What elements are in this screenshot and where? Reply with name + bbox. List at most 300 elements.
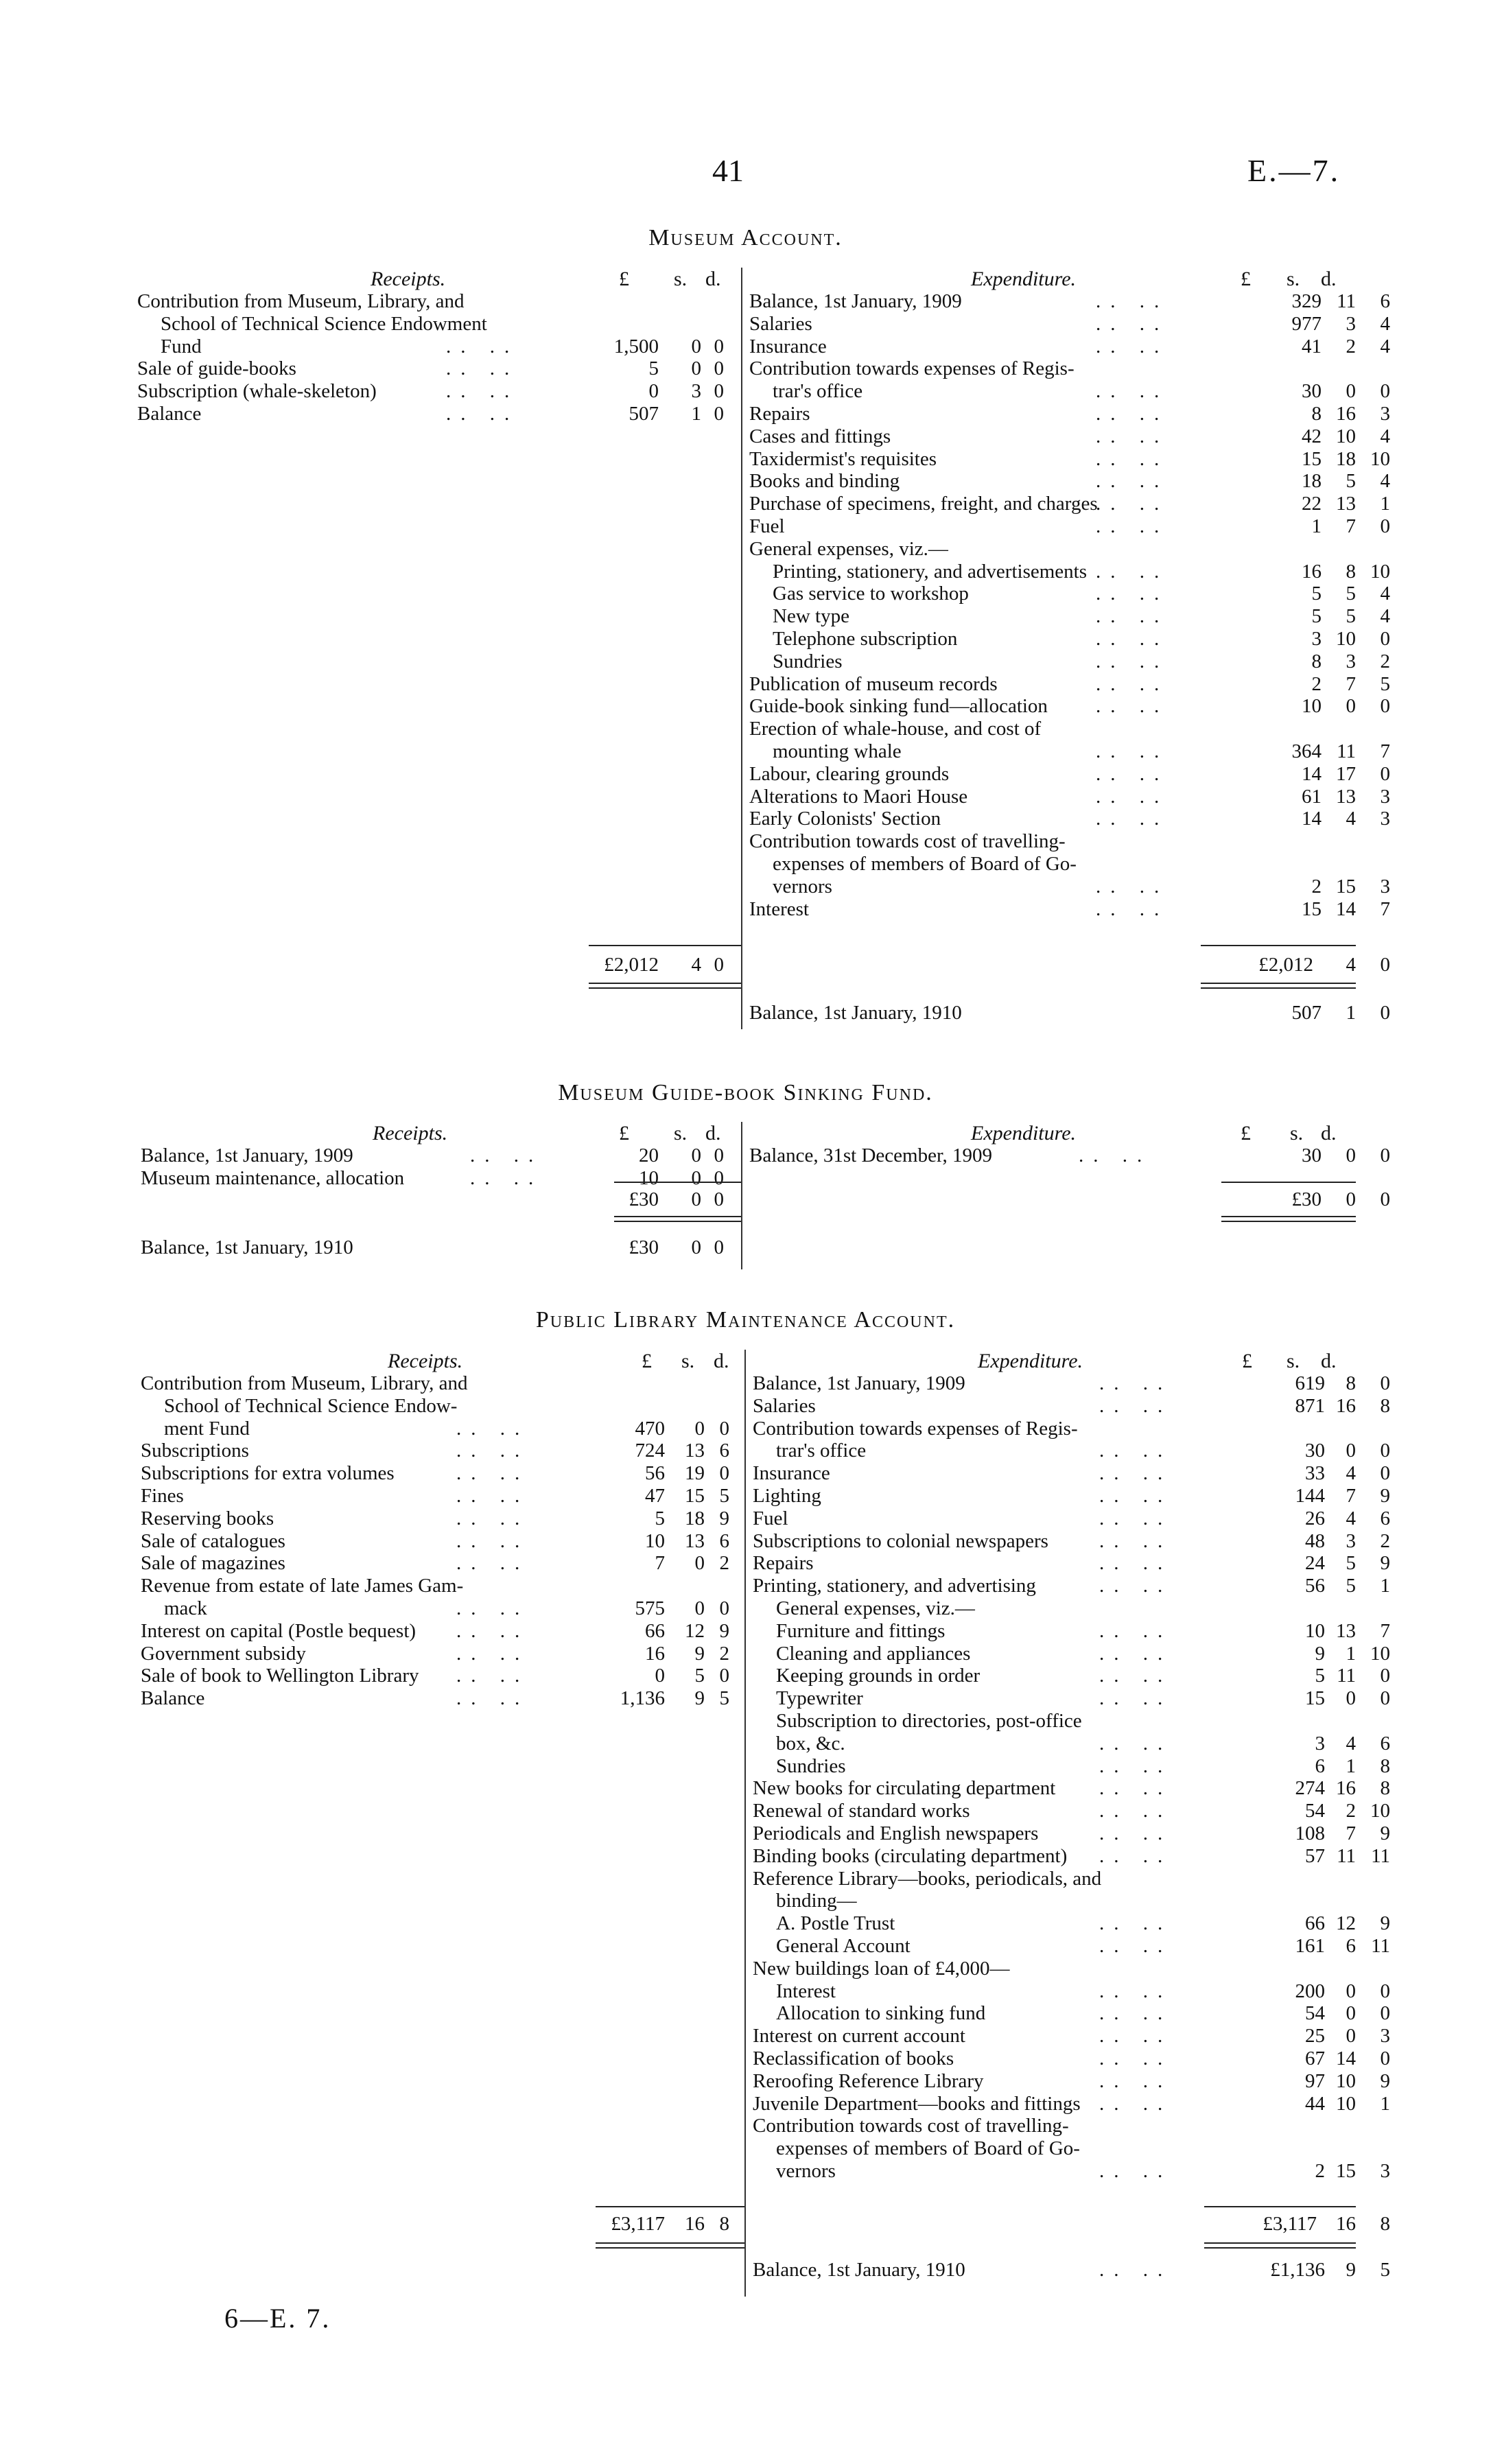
library-expenditure-shillings: 11 bbox=[1337, 1665, 1356, 1687]
library-expenditure-shillings: 4 bbox=[1346, 1732, 1356, 1755]
guidebook-receipts-row bbox=[141, 1167, 741, 1190]
library-expenditure-pounds: 200 bbox=[1295, 1980, 1325, 2002]
museum-expenditure-label: Alterations to Maori House bbox=[749, 785, 968, 808]
museum-expenditure-leader-dots: .. .. bbox=[1096, 628, 1169, 650]
museum-expenditure-row bbox=[749, 425, 1427, 448]
library-receipts-pence: 9 bbox=[719, 1507, 729, 1529]
museum-expenditure-shillings: 14 bbox=[1336, 897, 1356, 920]
guidebook-receipts-total-pounds: £30 bbox=[629, 1188, 659, 1210]
library-expenditure-row bbox=[753, 1800, 1427, 1822]
guidebook-expenditure-total-shillings: 0 bbox=[1346, 1188, 1356, 1210]
museum-expenditure-row bbox=[749, 380, 1427, 403]
library-expenditure-row bbox=[753, 2137, 1427, 2160]
library-receipts-shillings: 18 bbox=[685, 1507, 705, 1529]
museum-expenditure-pounds: 2 bbox=[1311, 672, 1322, 695]
library-expenditure-pence: 9 bbox=[1380, 1822, 1390, 1844]
museum-receipts-label: Contribution from Museum, Library, and bbox=[137, 290, 465, 312]
library-expenditure-leader-dots: .. .. bbox=[1099, 1732, 1173, 1755]
museum-expenditure-leader-dots: .. .. bbox=[1096, 897, 1169, 920]
museum-expenditure-pence: 4 bbox=[1380, 312, 1390, 335]
library-receipts-row bbox=[141, 1597, 744, 1620]
library-receipts-pence: 6 bbox=[719, 1529, 729, 1552]
library-expenditure-pence: 9 bbox=[1380, 1552, 1390, 1575]
guidebook-expenditure-total-pounds: £30 bbox=[1291, 1188, 1322, 1210]
library-expenditure-pence: 9 bbox=[1380, 2069, 1390, 2092]
guidebook-receipts-total-pence: 0 bbox=[714, 1188, 724, 1210]
museum-expenditure-shillings: 15 bbox=[1336, 875, 1356, 897]
museum-expenditure-row bbox=[749, 583, 1427, 605]
museum-closing-shillings: 1 bbox=[1346, 1002, 1356, 1024]
library-expenditure-row bbox=[753, 2070, 1427, 2093]
museum-expenditure-pence: 0 bbox=[1380, 380, 1390, 403]
museum-closing-pence: 0 bbox=[1380, 1002, 1390, 1024]
museum-expenditure-row bbox=[749, 786, 1427, 808]
museum-receipts-pence-unit: d. bbox=[705, 268, 721, 290]
library-closing-balance bbox=[753, 2259, 1427, 2281]
library-receipts-leader-dots: .. .. bbox=[456, 1417, 530, 1440]
museum-receipts-leader-dots: .. .. bbox=[446, 380, 519, 403]
museum-expenditure-leader-dots: .. .. bbox=[1096, 605, 1169, 628]
library-expenditure-pounds: 108 bbox=[1295, 1822, 1325, 1844]
museum-expenditure-pounds: 14 bbox=[1302, 808, 1322, 830]
museum-expenditure-label: General expenses, viz.— bbox=[749, 537, 948, 560]
guidebook-expenditure-pence-unit: d. bbox=[1321, 1122, 1337, 1145]
museum-receipts-row bbox=[137, 403, 741, 425]
library-expenditure-row bbox=[753, 1395, 1427, 1418]
guidebook-expenditure-total-rule bbox=[1221, 1182, 1356, 1183]
museum-receipts-label: Subscription (whale-skeleton) bbox=[137, 380, 377, 403]
library-expenditure-row bbox=[753, 1980, 1427, 2003]
museum-expenditure-pence: 7 bbox=[1380, 897, 1390, 920]
library-expenditure-label: Insurance bbox=[753, 1462, 830, 1485]
museum-receipts-leader-dots: .. .. bbox=[446, 357, 519, 380]
library-expenditure-pounds: 97 bbox=[1305, 2069, 1325, 2092]
library-expenditure-pence: 8 bbox=[1380, 1777, 1390, 1800]
library-expenditure-leader-dots: .. .. bbox=[1099, 1755, 1173, 1777]
page-footer: 6—E. 7. bbox=[224, 2303, 331, 2334]
guidebook-expenditure-heading: Expenditure. bbox=[971, 1122, 1077, 1145]
library-expenditure-leader-dots: .. .. bbox=[1099, 1529, 1173, 1552]
guidebook-closing-pence: 0 bbox=[714, 1236, 724, 1258]
museum-expenditure-shillings: 5 bbox=[1346, 470, 1356, 493]
museum-expenditure-shillings: 10 bbox=[1336, 425, 1356, 447]
museum-expenditure-pounds: 30 bbox=[1302, 380, 1322, 403]
library-receipts-pence: 2 bbox=[719, 1552, 729, 1575]
library-expenditure-shillings: 2 bbox=[1346, 1800, 1356, 1822]
library-expenditure-label: expenses of members of Board of Go- bbox=[776, 2137, 1080, 2160]
museum-expenditure-label: mounting whale bbox=[773, 740, 902, 762]
library-expenditure-pence: 3 bbox=[1380, 2025, 1390, 2048]
library-receipts-pence-unit: d. bbox=[714, 1350, 729, 1372]
museum-receipts-shillings-unit: s. bbox=[674, 268, 688, 290]
museum-expenditure-row bbox=[749, 830, 1427, 853]
museum-expenditure-row bbox=[749, 336, 1427, 358]
museum-expenditure-row bbox=[749, 695, 1427, 718]
library-expenditure-pence: 11 bbox=[1371, 1844, 1390, 1867]
museum-expenditure-label: Erection of whale-house, and cost of bbox=[749, 718, 1042, 740]
library-expenditure-pence: 0 bbox=[1380, 2048, 1390, 2069]
museum-expenditure-row bbox=[749, 313, 1427, 336]
museum-expenditure-row bbox=[749, 448, 1427, 471]
library-expenditure-pounds: 26 bbox=[1305, 1507, 1325, 1529]
library-expenditure-pence: 0 bbox=[1380, 1440, 1390, 1462]
library-account-title: Public Library Maintenance Account. bbox=[535, 1307, 956, 1333]
museum-expenditure-pence: 1 bbox=[1380, 493, 1390, 515]
guidebook-expenditure-total bbox=[741, 1188, 1427, 1211]
museum-expenditure-pounds: 15 bbox=[1302, 447, 1322, 470]
library-expenditure-pence: 0 bbox=[1380, 1687, 1390, 1710]
museum-expenditure-leader-dots: .. .. bbox=[1096, 583, 1169, 605]
museum-account-title: Museum Account. bbox=[648, 225, 843, 250]
library-expenditure-label: Repairs bbox=[753, 1552, 814, 1575]
museum-expenditure-leader-dots: .. .. bbox=[1096, 515, 1169, 537]
museum-expenditure-label: trar's office bbox=[773, 380, 863, 403]
library-expenditure-label: Lighting bbox=[753, 1485, 821, 1507]
guidebook-receipts-leader-dots: .. .. bbox=[470, 1145, 543, 1166]
museum-expenditure-leader-dots: .. .. bbox=[1096, 493, 1169, 515]
library-receipts-leader-dots: .. .. bbox=[456, 1665, 530, 1687]
library-receipts-pounds: 47 bbox=[645, 1485, 665, 1507]
guidebook-receipts-pounds: 10 bbox=[639, 1166, 659, 1189]
museum-expenditure-row bbox=[749, 853, 1427, 876]
museum-expenditure-row bbox=[749, 763, 1427, 786]
museum-receipts-total bbox=[0, 954, 741, 976]
library-expenditure-row bbox=[753, 1418, 1427, 1440]
guidebook-receipts-total-shillings: 0 bbox=[691, 1188, 701, 1210]
guidebook-expenditure-pence: 0 bbox=[1380, 1145, 1390, 1166]
museum-expenditure-pence: 4 bbox=[1380, 583, 1390, 605]
library-expenditure-row bbox=[753, 1777, 1427, 1800]
museum-receipts-total-shillings: 4 bbox=[691, 954, 701, 976]
museum-expenditure-pounds: 364 bbox=[1291, 740, 1322, 762]
museum-expenditure-row bbox=[749, 718, 1427, 740]
museum-expenditure-pounds: 2 bbox=[1311, 875, 1322, 897]
museum-expenditure-shillings-unit: s. bbox=[1287, 268, 1300, 290]
library-receipts-pence: 9 bbox=[719, 1619, 729, 1642]
library-receipts-label: Subscriptions bbox=[141, 1440, 249, 1462]
museum-expenditure-label: Early Colonists' Section bbox=[749, 808, 941, 830]
library-expenditure-leader-dots: .. .. bbox=[1099, 2092, 1173, 2115]
library-expenditure-leader-dots: .. .. bbox=[1099, 1980, 1173, 2002]
museum-expenditure-leader-dots: .. .. bbox=[1096, 650, 1169, 672]
museum-expenditure-label: Labour, clearing grounds bbox=[749, 762, 950, 785]
library-expenditure-pence: 9 bbox=[1380, 1912, 1390, 1935]
museum-expenditure-row bbox=[749, 290, 1427, 313]
library-receipts-label: Sale of book to Wellington Library bbox=[141, 1665, 419, 1687]
library-receipts-leader-dots: .. .. bbox=[456, 1687, 530, 1710]
library-expenditure-total-rule bbox=[1204, 2206, 1356, 2207]
library-expenditure-pence: 1 bbox=[1380, 2092, 1390, 2115]
library-expenditure-pence-unit: d. bbox=[1321, 1350, 1337, 1372]
library-column-divider bbox=[744, 1350, 746, 2297]
museum-expenditure-label: Sundries bbox=[773, 650, 843, 672]
library-expenditure-pounds: 3 bbox=[1315, 1732, 1325, 1755]
library-expenditure-row bbox=[753, 1710, 1427, 1733]
library-expenditure-label: box, &c. bbox=[776, 1732, 845, 1755]
library-expenditure-shillings: 0 bbox=[1346, 2002, 1356, 2025]
museum-expenditure-shillings: 10 bbox=[1336, 628, 1356, 650]
museum-expenditure-shillings: 13 bbox=[1336, 785, 1356, 808]
museum-expenditure-pence: 0 bbox=[1380, 515, 1390, 537]
library-expenditure-pounds: 33 bbox=[1305, 1462, 1325, 1485]
museum-expenditure-label: Gas service to workshop bbox=[773, 583, 969, 605]
library-receipts-pounds: 0 bbox=[655, 1665, 665, 1687]
page-code: E.—7. bbox=[1247, 153, 1341, 188]
museum-expenditure-pounds: 8 bbox=[1311, 650, 1322, 672]
guidebook-closing-balance bbox=[141, 1236, 741, 1259]
library-receipts-label: Sale of catalogues bbox=[141, 1529, 285, 1552]
museum-expenditure-label: Fuel bbox=[749, 515, 785, 537]
library-receipts-leader-dots: .. .. bbox=[456, 1642, 530, 1665]
museum-receipts-leader-dots: .. .. bbox=[446, 335, 519, 357]
library-expenditure-shillings: 8 bbox=[1346, 1372, 1356, 1394]
library-expenditure-pence: 8 bbox=[1380, 1394, 1390, 1417]
guidebook-receipts-leader-dots: .. .. bbox=[470, 1166, 543, 1189]
library-expenditure-pounds: 871 bbox=[1295, 1394, 1325, 1417]
library-receipts-pounds: 66 bbox=[645, 1619, 665, 1642]
library-receipts-pounds: 16 bbox=[645, 1642, 665, 1665]
museum-expenditure-pence: 3 bbox=[1380, 808, 1390, 830]
library-expenditure-label: Reroofing Reference Library bbox=[753, 2069, 984, 2092]
library-expenditure-pounds: 25 bbox=[1305, 2025, 1325, 2048]
library-expenditure-shillings: 0 bbox=[1346, 2025, 1356, 2048]
museum-expenditure-shillings: 13 bbox=[1336, 493, 1356, 515]
museum-expenditure-shillings: 0 bbox=[1346, 695, 1356, 718]
library-receipts-pence: 5 bbox=[719, 1485, 729, 1507]
museum-expenditure-total-rule bbox=[1201, 945, 1356, 946]
library-expenditure-label: binding— bbox=[776, 1890, 857, 1912]
museum-receipts-shillings: 0 bbox=[691, 335, 701, 357]
library-expenditure-pounds: 619 bbox=[1295, 1372, 1325, 1394]
museum-expenditure-leader-dots: .. .. bbox=[1096, 335, 1169, 357]
guidebook-expenditure-label: Balance, 31st December, 1909 bbox=[749, 1145, 992, 1166]
museum-expenditure-pence: 0 bbox=[1380, 695, 1390, 718]
library-expenditure-total-pounds: £3,117 bbox=[1263, 2213, 1317, 2235]
library-expenditure-pence: 1 bbox=[1380, 1575, 1390, 1597]
library-receipts-pounds: 724 bbox=[635, 1440, 665, 1462]
library-expenditure-leader-dots: .. .. bbox=[1099, 2048, 1173, 2069]
library-receipts-row bbox=[141, 1552, 744, 1575]
library-receipts-label: Revenue from estate of late James Gam- bbox=[141, 1575, 464, 1597]
museum-expenditure-pence: 5 bbox=[1380, 672, 1390, 695]
museum-expenditure-row bbox=[749, 740, 1427, 763]
library-receipts-shillings: 13 bbox=[685, 1529, 705, 1552]
museum-expenditure-row bbox=[749, 605, 1427, 628]
museum-expenditure-shillings: 5 bbox=[1346, 583, 1356, 605]
museum-expenditure-leader-dots: .. .. bbox=[1096, 762, 1169, 785]
library-receipts-leader-dots: .. .. bbox=[456, 1597, 530, 1619]
library-receipts-shillings: 9 bbox=[694, 1642, 705, 1665]
library-expenditure-shillings: 16 bbox=[1336, 1394, 1356, 1417]
library-expenditure-row bbox=[753, 1372, 1427, 1395]
library-receipts-row bbox=[141, 1418, 744, 1440]
museum-expenditure-pounds: 8 bbox=[1311, 403, 1322, 425]
library-closing-pence: 5 bbox=[1380, 2259, 1390, 2281]
library-expenditure-row bbox=[753, 1890, 1427, 1912]
museum-expenditure-pounds: 5 bbox=[1311, 583, 1322, 605]
museum-column-divider bbox=[741, 268, 742, 1029]
library-expenditure-shillings: 5 bbox=[1346, 1575, 1356, 1597]
library-expenditure-shillings: 7 bbox=[1346, 1822, 1356, 1844]
museum-expenditure-heading: Expenditure. bbox=[971, 268, 1077, 290]
library-expenditure-label: General Account bbox=[776, 1935, 911, 1957]
library-expenditure-row bbox=[753, 1868, 1427, 1890]
library-receipts-row bbox=[141, 1687, 744, 1710]
museum-expenditure-total bbox=[741, 954, 1427, 976]
guidebook-receipts-pence-unit: d. bbox=[705, 1122, 721, 1145]
museum-expenditure-label: Interest bbox=[749, 897, 809, 920]
library-expenditure-row bbox=[753, 2093, 1427, 2115]
museum-expenditure-label: expenses of members of Board of Go- bbox=[773, 853, 1077, 875]
library-receipts-pence: 5 bbox=[719, 1687, 729, 1710]
museum-expenditure-shillings: 7 bbox=[1346, 515, 1356, 537]
library-expenditure-leader-dots: .. .. bbox=[1099, 2025, 1173, 2048]
museum-expenditure-pounds: 5 bbox=[1311, 605, 1322, 628]
guidebook-receipts-row bbox=[141, 1145, 741, 1167]
library-expenditure-row bbox=[753, 2160, 1427, 2183]
guidebook-receipts-label: Museum maintenance, allocation bbox=[141, 1166, 405, 1189]
museum-expenditure-leader-dots: .. .. bbox=[1096, 312, 1169, 335]
museum-expenditure-shillings: 0 bbox=[1346, 380, 1356, 403]
guidebook-expenditure-shillings: 0 bbox=[1346, 1145, 1356, 1166]
library-expenditure-pounds: 30 bbox=[1305, 1440, 1325, 1462]
museum-expenditure-pence: 4 bbox=[1380, 335, 1390, 357]
museum-expenditure-pence: 10 bbox=[1370, 447, 1390, 470]
library-receipts-pounds: 5 bbox=[655, 1507, 665, 1529]
museum-expenditure-pounds: 15 bbox=[1302, 897, 1322, 920]
guidebook-expenditure-row bbox=[749, 1145, 1427, 1167]
library-receipts-total bbox=[0, 2213, 744, 2236]
library-expenditure-row bbox=[753, 1687, 1427, 1710]
library-expenditure-row bbox=[753, 1575, 1427, 1597]
library-receipts-pounds: 10 bbox=[645, 1529, 665, 1552]
museum-expenditure-row bbox=[749, 470, 1427, 493]
library-expenditure-shillings: 1 bbox=[1346, 1642, 1356, 1665]
library-closing-leader-dots: .. .. bbox=[1099, 2259, 1173, 2281]
museum-expenditure-shillings: 16 bbox=[1336, 403, 1356, 425]
museum-receipts-pence: 0 bbox=[714, 380, 724, 403]
museum-expenditure-row bbox=[749, 628, 1427, 650]
library-expenditure-pence: 0 bbox=[1380, 2002, 1390, 2025]
library-expenditure-shillings: 15 bbox=[1336, 2160, 1356, 2182]
museum-expenditure-row bbox=[749, 357, 1427, 380]
library-expenditure-total-pence: 8 bbox=[1380, 2213, 1390, 2235]
museum-receipts-label: Balance bbox=[137, 403, 202, 425]
guidebook-receipts-total-rule bbox=[614, 1182, 741, 1183]
library-expenditure-leader-dots: .. .. bbox=[1099, 1800, 1173, 1822]
library-expenditure-heading: Expenditure. bbox=[978, 1350, 1083, 1372]
library-receipts-label: Sale of magazines bbox=[141, 1552, 285, 1575]
library-receipts-pence: 6 bbox=[719, 1440, 729, 1462]
library-expenditure-row bbox=[753, 1485, 1427, 1507]
library-expenditure-label: Contribution towards expenses of Regis- bbox=[753, 1417, 1078, 1440]
library-expenditure-shillings-unit: s. bbox=[1287, 1350, 1300, 1372]
library-receipts-pounds: 575 bbox=[635, 1597, 665, 1619]
library-receipts-leader-dots: .. .. bbox=[456, 1507, 530, 1529]
museum-receipts-pounds-unit: £ bbox=[619, 268, 629, 290]
library-expenditure-shillings: 4 bbox=[1346, 1462, 1356, 1485]
guidebook-receipts-shillings: 0 bbox=[691, 1166, 701, 1189]
museum-expenditure-pounds-unit: £ bbox=[1241, 268, 1251, 290]
library-expenditure-pounds: 44 bbox=[1305, 2092, 1325, 2115]
library-expenditure-label: Subscription to directories, post-office bbox=[776, 1710, 1082, 1732]
museum-expenditure-leader-dots: .. .. bbox=[1096, 560, 1169, 583]
museum-expenditure-pence: 3 bbox=[1380, 875, 1390, 897]
guidebook-receipts-heading: Receipts. bbox=[373, 1122, 448, 1145]
museum-receipts-label: Sale of guide-books bbox=[137, 357, 296, 380]
library-expenditure-pence: 0 bbox=[1380, 1665, 1390, 1687]
library-receipts-row bbox=[141, 1485, 744, 1507]
museum-receipts-total-pounds: £2,012 bbox=[604, 954, 659, 976]
library-expenditure-pounds: 2 bbox=[1315, 2160, 1325, 2182]
library-expenditure-pounds: 48 bbox=[1305, 1529, 1325, 1552]
museum-expenditure-shillings: 4 bbox=[1346, 808, 1356, 830]
library-expenditure-shillings: 12 bbox=[1336, 1912, 1356, 1935]
library-receipts-pence: 0 bbox=[719, 1665, 729, 1687]
library-expenditure-pounds: 66 bbox=[1305, 1912, 1325, 1935]
library-expenditure-pence: 9 bbox=[1380, 1485, 1390, 1507]
library-receipts-total-shillings: 16 bbox=[685, 2213, 705, 2235]
guidebook-closing-label: Balance, 1st January, 1910 bbox=[141, 1236, 353, 1258]
library-expenditure-label: vernors bbox=[776, 2160, 836, 2182]
library-expenditure-leader-dots: .. .. bbox=[1099, 1665, 1173, 1687]
museum-expenditure-label: Insurance bbox=[749, 335, 827, 357]
library-receipts-shillings-unit: s. bbox=[681, 1350, 695, 1372]
guidebook-title: Museum Guide-book Sinking Fund. bbox=[558, 1080, 933, 1105]
library-receipts-total-double-rule bbox=[596, 2242, 744, 2249]
library-expenditure-pounds: 24 bbox=[1305, 1552, 1325, 1575]
library-expenditure-row bbox=[753, 1552, 1427, 1575]
library-receipts-row bbox=[141, 1372, 744, 1395]
library-receipts-shillings: 19 bbox=[685, 1462, 705, 1485]
library-expenditure-pence: 0 bbox=[1380, 1980, 1390, 2002]
museum-expenditure-shillings: 17 bbox=[1336, 762, 1356, 785]
museum-expenditure-row bbox=[749, 650, 1427, 673]
library-expenditure-label: General expenses, viz.— bbox=[776, 1597, 975, 1619]
library-expenditure-pence: 7 bbox=[1380, 1619, 1390, 1642]
library-expenditure-row bbox=[753, 1620, 1427, 1643]
library-receipts-total-pence: 8 bbox=[719, 2213, 729, 2235]
library-receipts-shillings: 0 bbox=[694, 1417, 705, 1440]
museum-expenditure-row bbox=[749, 561, 1427, 583]
museum-expenditure-label: Contribution towards cost of travelling- bbox=[749, 830, 1066, 853]
museum-expenditure-pounds: 14 bbox=[1302, 762, 1322, 785]
library-expenditure-pounds: 56 bbox=[1305, 1575, 1325, 1597]
library-expenditure-label: Furniture and fittings bbox=[776, 1619, 946, 1642]
library-receipts-row bbox=[141, 1395, 744, 1418]
museum-expenditure-leader-dots: .. .. bbox=[1096, 785, 1169, 808]
museum-receipts-pounds: 507 bbox=[629, 403, 659, 425]
library-expenditure-pence: 6 bbox=[1380, 1507, 1390, 1529]
museum-receipts-pence: 0 bbox=[714, 403, 724, 425]
museum-expenditure-leader-dots: .. .. bbox=[1096, 808, 1169, 830]
library-receipts-leader-dots: .. .. bbox=[456, 1440, 530, 1462]
museum-expenditure-leader-dots: .. .. bbox=[1096, 740, 1169, 762]
library-receipts-pence: 0 bbox=[719, 1462, 729, 1485]
library-receipts-row bbox=[141, 1643, 744, 1665]
guidebook-expenditure-total-pence: 0 bbox=[1380, 1188, 1390, 1210]
museum-expenditure-row bbox=[749, 876, 1427, 898]
library-expenditure-leader-dots: .. .. bbox=[1099, 1372, 1173, 1394]
museum-receipts-pounds: 1,500 bbox=[613, 335, 659, 357]
library-expenditure-label: Interest bbox=[776, 1980, 836, 2002]
guidebook-expenditure-shillings-unit: s. bbox=[1290, 1122, 1304, 1145]
guidebook-receipts-total bbox=[0, 1188, 741, 1211]
library-expenditure-pounds: 9 bbox=[1315, 1642, 1325, 1665]
library-expenditure-row bbox=[753, 2002, 1427, 2025]
library-receipts-label: Reserving books bbox=[141, 1507, 274, 1529]
library-expenditure-label: Keeping grounds in order bbox=[776, 1665, 981, 1687]
